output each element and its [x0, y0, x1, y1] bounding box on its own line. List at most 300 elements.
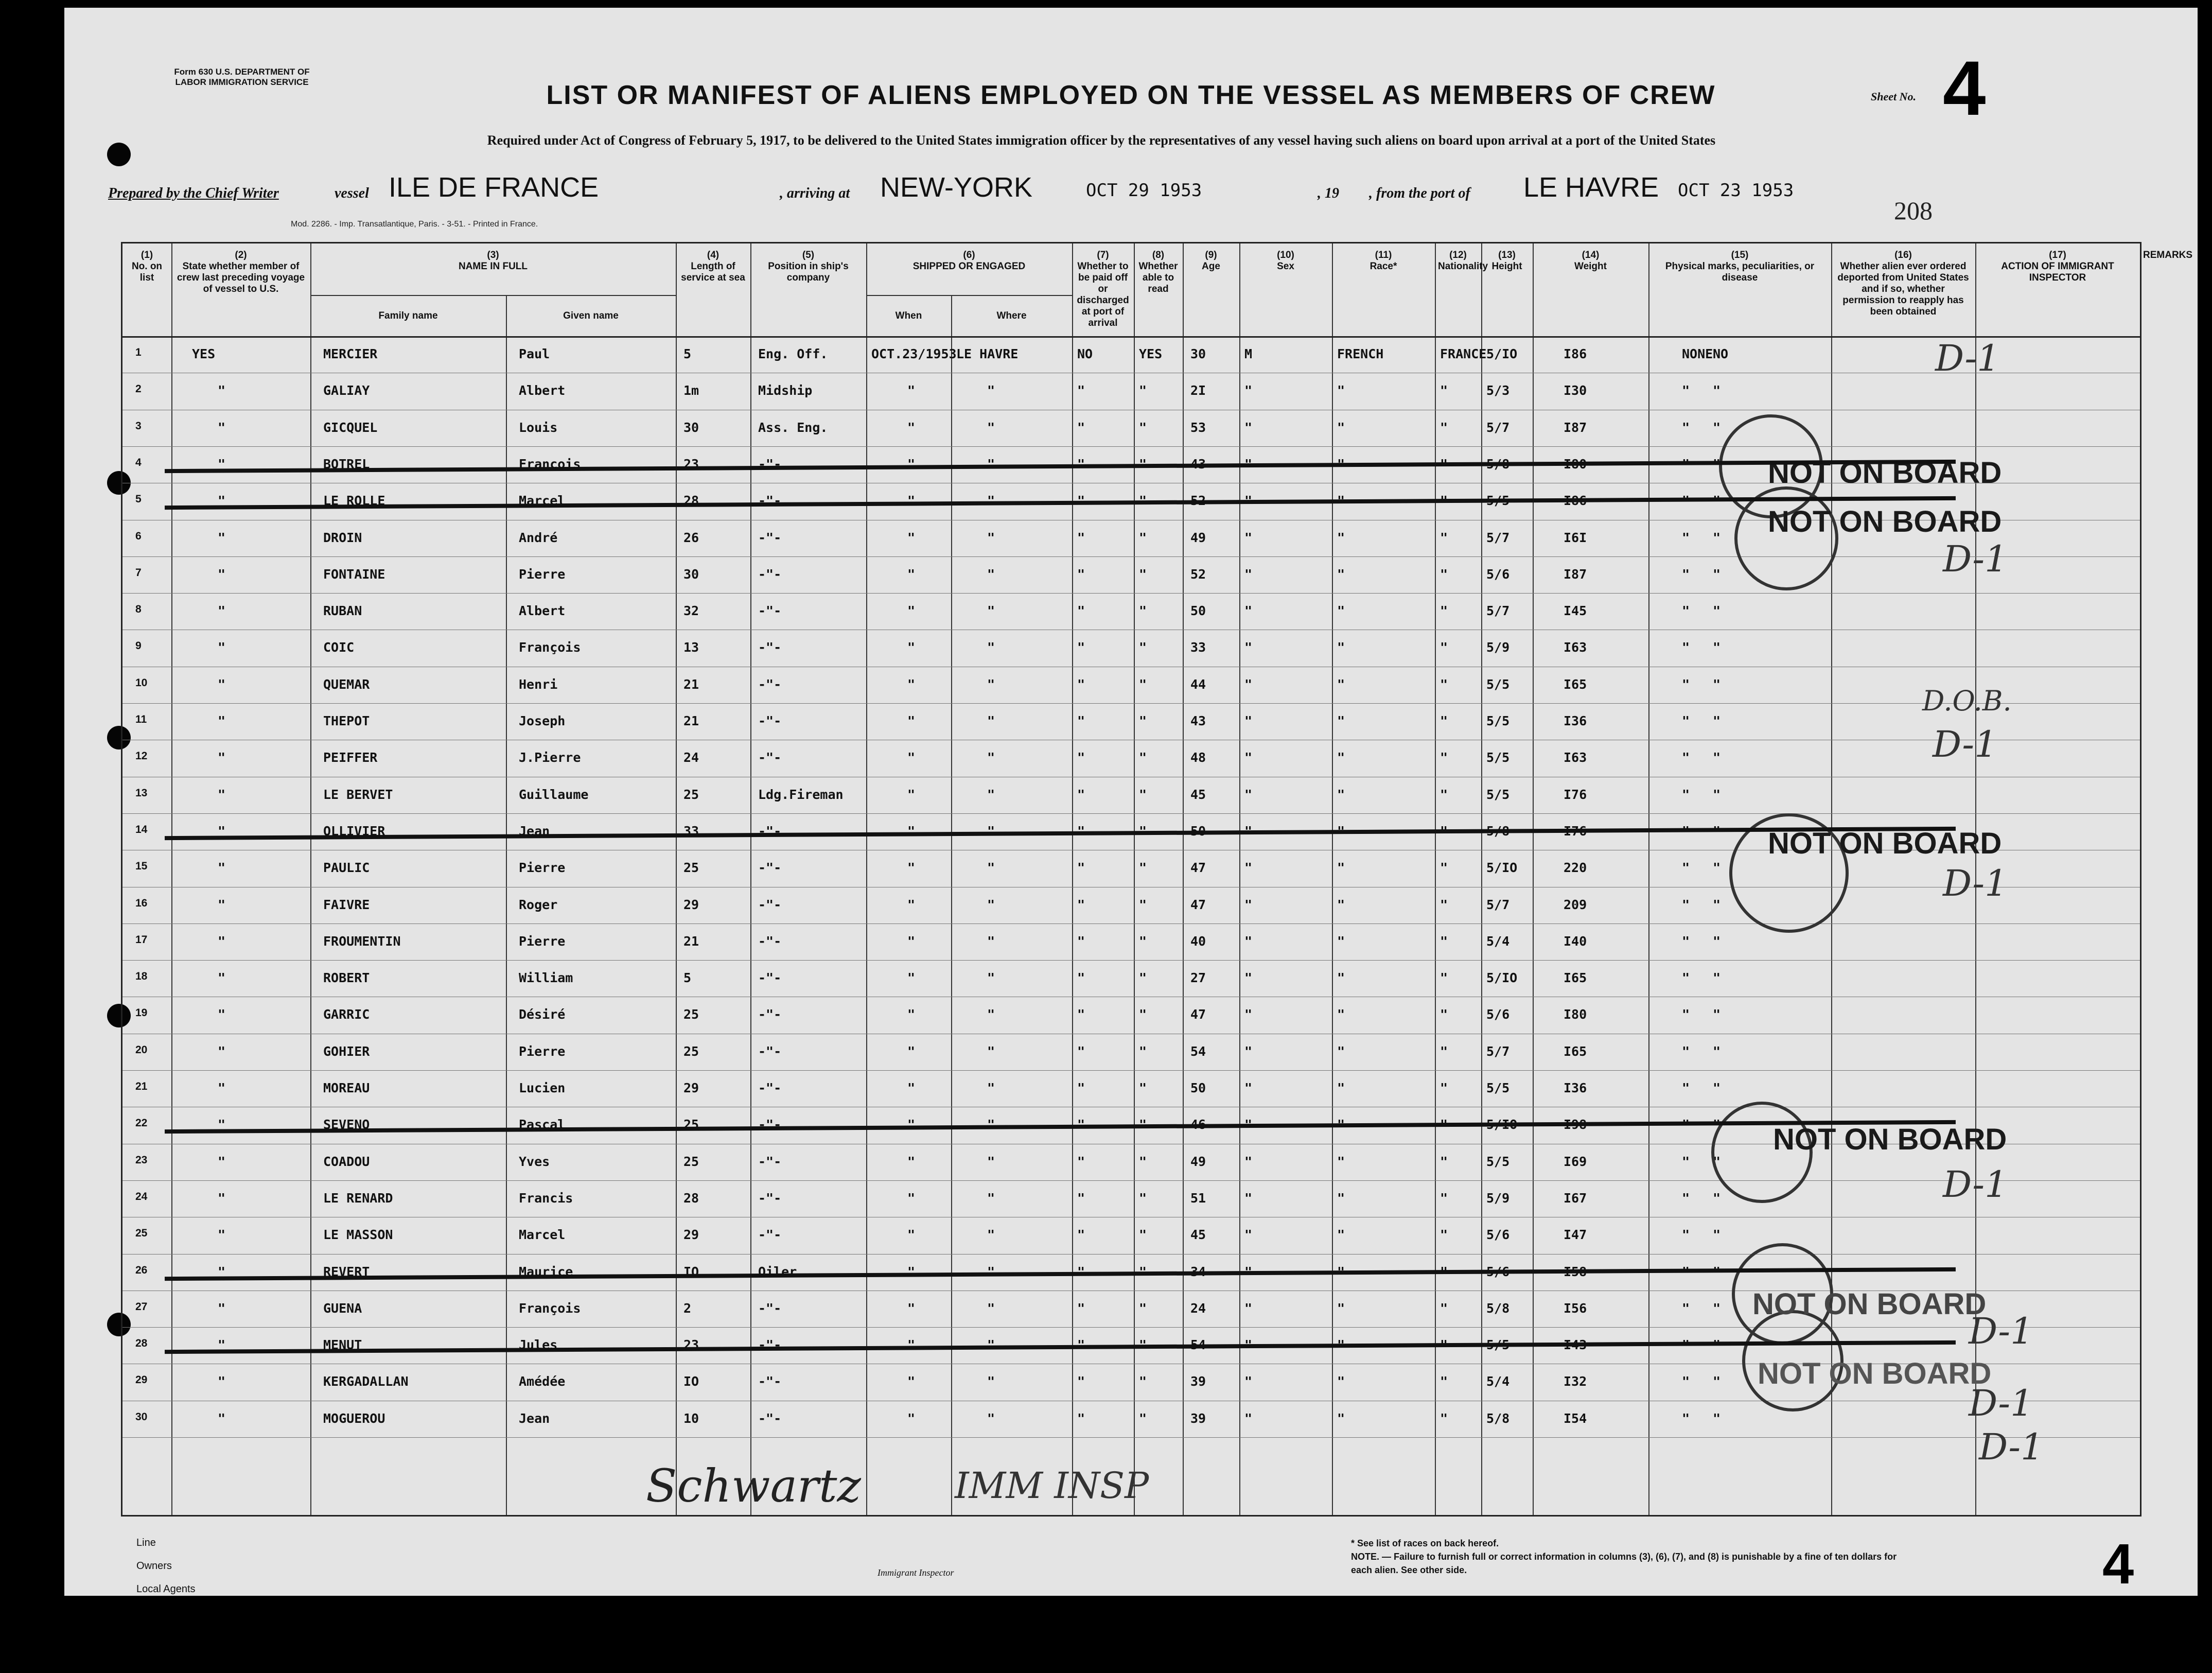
- cell-no: 24: [135, 1190, 148, 1203]
- cell-where: ": [987, 823, 995, 839]
- cell-age: 52: [1190, 493, 1206, 509]
- cell-given: Guillaume: [519, 787, 589, 802]
- cell-when: ": [907, 493, 916, 509]
- cell-age: 40: [1190, 933, 1206, 949]
- cell-prev: ": [218, 530, 226, 545]
- remark-handwritten: D-1: [1969, 1382, 2033, 1424]
- cell-age: 33: [1190, 640, 1206, 655]
- cell-position: -"-: [758, 676, 782, 692]
- cell-height: 5/8: [1486, 1410, 1510, 1426]
- cell-age: 47: [1190, 897, 1206, 912]
- cell-service: 26: [683, 530, 699, 545]
- cell-prev: YES: [192, 346, 216, 361]
- cell-no: 4: [135, 456, 142, 468]
- cell-age: 49: [1190, 1154, 1206, 1169]
- cell-sex: ": [1244, 383, 1253, 398]
- cell-weight: I87: [1564, 566, 1587, 582]
- cell-race: ": [1337, 1410, 1345, 1426]
- cell-read: ": [1139, 676, 1147, 692]
- remark-handwritten: D-1: [1943, 1163, 2008, 1206]
- cell-deported: ": [1713, 383, 1721, 398]
- cell-where: ": [987, 970, 995, 986]
- cell-family: LE RENARD: [323, 1190, 393, 1206]
- prepared-by: Prepared by the Chief Writer: [108, 185, 279, 201]
- cell-where: ": [987, 420, 995, 435]
- cell-given: Francis: [519, 1190, 573, 1206]
- column-header: [1183, 250, 1239, 272]
- column-number: (2): [235, 250, 247, 260]
- cell-position: -"-: [758, 750, 782, 765]
- cell-read: YES: [1139, 346, 1163, 361]
- cell-position: -"-: [758, 933, 782, 949]
- cell-position: -"-: [758, 1081, 782, 1095]
- cell-read: ": [1139, 897, 1147, 912]
- cell-when: ": [907, 383, 916, 398]
- cell-nat: ": [1440, 860, 1448, 876]
- cell-age: 51: [1190, 1190, 1206, 1206]
- cell-marks: ": [1682, 1264, 1690, 1279]
- cell-service: 23: [683, 456, 699, 472]
- cell-where: ": [987, 456, 995, 472]
- cell-position: -"-: [758, 1337, 782, 1353]
- cell-read: ": [1139, 1227, 1147, 1243]
- sheet-number: 4: [1943, 45, 1986, 131]
- cell-family: MOREAU: [323, 1081, 370, 1095]
- remark-handwritten: D-1: [1943, 862, 2008, 904]
- cell-height: 5/8: [1486, 823, 1510, 839]
- cell-given: Marcel: [519, 493, 566, 509]
- cell-height: 5/9: [1486, 1190, 1510, 1206]
- not-on-board-stamp: NOT ON BOARD: [1768, 827, 2002, 860]
- cell-where: ": [987, 1154, 995, 1169]
- cell-deported: ": [1713, 787, 1721, 802]
- cell-marks: ": [1682, 750, 1690, 765]
- cell-nat: ": [1440, 970, 1448, 986]
- cell-age: 24: [1190, 1300, 1206, 1316]
- cell-prev: ": [218, 420, 226, 435]
- cell-no: 23: [135, 1154, 148, 1166]
- cell-where: ": [987, 750, 995, 765]
- column-header: [676, 250, 750, 284]
- cell-marks: ": [1682, 1154, 1690, 1169]
- cell-deported: ": [1713, 566, 1721, 582]
- row-line: [122, 1437, 2140, 1438]
- cell-no: 18: [135, 970, 148, 983]
- cell-deported: ": [1713, 1007, 1721, 1022]
- cell-service: 25: [683, 1154, 699, 1169]
- cell-position: -"-: [758, 860, 782, 876]
- cell-when: ": [907, 640, 916, 655]
- cell-deported: ": [1713, 676, 1721, 692]
- cell-deported: ": [1713, 1264, 1721, 1279]
- cell-height: 5/9: [1486, 640, 1510, 655]
- cell-position: -"-: [758, 456, 782, 472]
- column-header: [171, 250, 310, 295]
- column-number: (5): [802, 250, 815, 260]
- column-number: (4): [707, 250, 719, 260]
- cell-nat: ": [1440, 1007, 1448, 1022]
- column-header: [1975, 250, 2140, 284]
- cell-race: ": [1337, 860, 1345, 876]
- cell-marks: ": [1682, 566, 1690, 582]
- column-label: Whether able to read: [1138, 261, 1178, 294]
- cell-read: ": [1139, 750, 1147, 765]
- cell-sex: ": [1244, 676, 1253, 692]
- row-line: [122, 1180, 2140, 1181]
- cell-weight: I86: [1564, 493, 1587, 509]
- cell-deported: ": [1713, 603, 1721, 619]
- cell-where: ": [987, 897, 995, 912]
- cell-weight: 209: [1564, 897, 1587, 912]
- cell-service: 30: [683, 566, 699, 582]
- cell-when: ": [907, 860, 916, 876]
- cell-height: 5/8: [1486, 1300, 1510, 1316]
- departure-date: OCT 23 1953: [1678, 180, 1794, 201]
- cell-position: Oiler: [758, 1264, 797, 1279]
- cell-race: ": [1337, 603, 1345, 619]
- row-line: [122, 813, 2140, 814]
- cell-paid: ": [1077, 1374, 1085, 1389]
- column-divider: [676, 243, 677, 1515]
- cell-no: 1: [135, 346, 142, 358]
- cell-height: 5/6: [1486, 1007, 1510, 1022]
- cell-deported: ": [1713, 1300, 1721, 1316]
- cell-paid: ": [1077, 933, 1085, 949]
- cell-prev: ": [218, 1043, 226, 1059]
- cell-paid: ": [1077, 1081, 1085, 1095]
- cell-prev: ": [218, 750, 226, 765]
- cell-when: ": [907, 420, 916, 435]
- cell-height: 5/7: [1486, 420, 1510, 435]
- cell-sex: ": [1244, 750, 1253, 765]
- cell-race: ": [1337, 970, 1345, 986]
- cell-age: 47: [1190, 1007, 1206, 1022]
- vessel-name: ILE DE FRANCE: [389, 172, 599, 203]
- cell-height: 5/5: [1486, 1154, 1510, 1169]
- cell-no: 20: [135, 1043, 148, 1056]
- cell-prev: ": [218, 676, 226, 692]
- cell-read: ": [1139, 530, 1147, 545]
- cell-sex: ": [1244, 1337, 1253, 1353]
- cell-deported: ": [1713, 456, 1721, 472]
- cell-prev: ": [218, 640, 226, 655]
- cell-nat: ": [1440, 1227, 1448, 1243]
- cell-given: Lucien: [519, 1081, 566, 1095]
- cell-weight: I45: [1564, 603, 1587, 619]
- cell-prev: ": [218, 1081, 226, 1095]
- cell-no: 25: [135, 1227, 148, 1240]
- column-divider: [1183, 243, 1184, 1515]
- cell-service: 21: [683, 676, 699, 692]
- cell-deported: ": [1713, 1337, 1721, 1353]
- cell-marks: ": [1682, 456, 1690, 472]
- cell-when: ": [907, 1300, 916, 1316]
- cell-family: DROIN: [323, 530, 362, 545]
- cell-no: 9: [135, 640, 142, 652]
- cell-weight: I69: [1564, 1154, 1587, 1169]
- cell-where: ": [987, 1007, 995, 1022]
- cell-deported: ": [1713, 1374, 1721, 1389]
- cell-family: FONTAINE: [323, 566, 385, 582]
- cell-sex: ": [1244, 1043, 1253, 1059]
- cell-no: 15: [135, 860, 148, 873]
- cell-no: 10: [135, 676, 148, 689]
- cell-weight: I80: [1564, 456, 1587, 472]
- cell-paid: ": [1077, 860, 1085, 876]
- cell-paid: ": [1077, 676, 1085, 692]
- cell-family: MOGUEROU: [323, 1410, 385, 1426]
- column-number: (10): [1277, 250, 1294, 260]
- cell-race: ": [1337, 383, 1345, 398]
- sheet-number-label: Sheet No.: [1871, 90, 1916, 103]
- cell-paid: ": [1077, 1043, 1085, 1059]
- cell-family: REVERT: [323, 1264, 370, 1279]
- column-divider: [1533, 243, 1534, 1515]
- cell-read: ": [1139, 493, 1147, 509]
- column-label: Height: [1491, 261, 1522, 272]
- cell-height: 5/5: [1486, 750, 1510, 765]
- cell-paid: ": [1077, 1264, 1085, 1279]
- column-number: (9): [1205, 250, 1217, 260]
- cell-service: 25: [683, 1007, 699, 1022]
- column-label: Race*: [1370, 261, 1397, 272]
- cell-weight: I54: [1564, 1410, 1587, 1426]
- column-label: State whether member of crew last preceding voyage of vessel to U.S.: [177, 261, 305, 294]
- cell-no: 3: [135, 420, 142, 432]
- cell-age: 48: [1190, 750, 1206, 765]
- cell-age: 46: [1190, 1117, 1206, 1132]
- cell-height: 5/5: [1486, 493, 1510, 509]
- cell-race: ": [1337, 787, 1345, 802]
- cell-marks: ": [1682, 383, 1690, 398]
- cell-race: ": [1337, 823, 1345, 839]
- cell-paid: ": [1077, 750, 1085, 765]
- cell-prev: ": [218, 787, 226, 802]
- cell-when: ": [907, 530, 916, 545]
- cell-sex: ": [1244, 640, 1253, 655]
- cell-given: Maurice: [519, 1264, 573, 1279]
- cell-paid: ": [1077, 420, 1085, 435]
- cell-where: ": [987, 566, 995, 582]
- cell-position: -"-: [758, 1374, 782, 1389]
- cell-given: Pierre: [519, 860, 566, 876]
- print-reference: Mod. 2286. - Imp. Transatlantique, Paris. - 3-51. - Printed in France.: [291, 220, 538, 229]
- cell-family: PEIFFER: [323, 750, 378, 765]
- cell-paid: ": [1077, 787, 1085, 802]
- cell-weight: I32: [1564, 1374, 1587, 1389]
- cell-prev: ": [218, 713, 226, 728]
- cell-paid: ": [1077, 566, 1085, 582]
- cell-age: 54: [1190, 1337, 1206, 1353]
- cell-marks: ": [1682, 897, 1690, 912]
- cell-prev: ": [218, 1154, 226, 1169]
- cell-read: ": [1139, 823, 1147, 839]
- cell-no: 14: [135, 823, 148, 835]
- cell-position: -"-: [758, 970, 782, 986]
- cell-height: 5/4: [1486, 1374, 1510, 1389]
- fine-note: NOTE. — Failure to furnish full or correct information in columns (3), (6), (7), and (8) is punishable by a fine of ten dollars for each alien. See other side.: [1351, 1552, 1897, 1575]
- cell-paid: NO: [1077, 346, 1093, 361]
- cell-where: ": [987, 713, 995, 728]
- cell-nat: ": [1440, 1337, 1448, 1353]
- cell-nat: ": [1440, 1190, 1448, 1206]
- cell-race: ": [1337, 1190, 1345, 1206]
- punch-hole: [107, 143, 131, 166]
- cell-service: 32: [683, 603, 699, 619]
- cell-service: 28: [683, 1190, 699, 1206]
- cell-marks: ": [1682, 787, 1690, 802]
- cell-where: ": [987, 603, 995, 619]
- remark-handwritten: D-1: [1935, 337, 2000, 379]
- cell-no: 8: [135, 603, 142, 616]
- cell-age: 2I: [1190, 383, 1206, 398]
- cell-no: 28: [135, 1337, 148, 1350]
- cell-marks: ": [1682, 603, 1690, 619]
- cell-height: 5/4: [1486, 933, 1510, 949]
- cell-race: FRENCH: [1337, 346, 1384, 361]
- cell-no: 29: [135, 1374, 148, 1386]
- cell-nat: ": [1440, 713, 1448, 728]
- cell-deported: ": [1713, 1227, 1721, 1243]
- cell-position: -"-: [758, 713, 782, 728]
- cell-family: GOHIER: [323, 1043, 370, 1059]
- cell-service: 23: [683, 1337, 699, 1353]
- cell-service: 29: [683, 1081, 699, 1095]
- cell-weight: I80: [1564, 1007, 1587, 1022]
- cell-service: 21: [683, 713, 699, 728]
- cell-sex: ": [1244, 860, 1253, 876]
- cell-nat: ": [1440, 933, 1448, 949]
- cell-family: QUEMAR: [323, 676, 370, 692]
- cell-family: LE ROLLE: [323, 493, 385, 509]
- column-divider: [1481, 243, 1482, 1515]
- cell-weight: I63: [1564, 750, 1587, 765]
- cell-marks: ": [1682, 1117, 1690, 1132]
- cell-position: -"-: [758, 1300, 782, 1316]
- cell-when: ": [907, 1043, 916, 1059]
- cell-no: 27: [135, 1300, 148, 1313]
- row-line: [122, 556, 2140, 557]
- cell-service: 29: [683, 1227, 699, 1243]
- footer-labels: [136, 1531, 196, 1601]
- cell-given: François: [519, 640, 581, 655]
- cell-when: ": [907, 787, 916, 802]
- cell-sex: M: [1244, 346, 1253, 361]
- cell-height: 5/IO: [1486, 860, 1518, 876]
- cell-family: KERGADALLAN: [323, 1374, 409, 1389]
- cell-deported: ": [1713, 640, 1721, 655]
- cell-deported: ": [1713, 1081, 1721, 1095]
- cell-read: ": [1139, 970, 1147, 986]
- cell-read: ": [1139, 456, 1147, 472]
- cell-where: ": [987, 1117, 995, 1132]
- cell-nat: ": [1440, 603, 1448, 619]
- cell-position: Eng. Off.: [758, 346, 828, 361]
- column-number: (12): [1449, 250, 1467, 260]
- cell-when: ": [907, 566, 916, 582]
- cell-nat: ": [1440, 823, 1448, 839]
- column-divider: [866, 243, 867, 1515]
- cell-race: ": [1337, 530, 1345, 545]
- cell-prev: ": [218, 970, 226, 986]
- inspector-signature: Schwartz: [646, 1459, 861, 1512]
- cell-where: ": [987, 1337, 995, 1353]
- cell-race: ": [1337, 493, 1345, 509]
- cell-age: 34: [1190, 1264, 1206, 1279]
- cell-prev: ": [218, 493, 226, 509]
- cell-no: 6: [135, 530, 142, 542]
- cell-given: André: [519, 530, 558, 545]
- cell-position: -"-: [758, 897, 782, 912]
- cell-weight: 220: [1564, 860, 1587, 876]
- cell-no: 2: [135, 383, 142, 395]
- cell-prev: ": [218, 1190, 226, 1206]
- cell-where: ": [987, 640, 995, 655]
- cell-nat: ": [1440, 1410, 1448, 1426]
- cell-paid: ": [1077, 1190, 1085, 1206]
- departure-port: LE HAVRE: [1523, 172, 1659, 203]
- cell-sex: ": [1244, 603, 1253, 619]
- cell-weight: I36: [1564, 713, 1587, 728]
- cell-read: ": [1139, 603, 1147, 619]
- cell-when: ": [907, 823, 916, 839]
- cell-race: ": [1337, 1154, 1345, 1169]
- cell-no: 19: [135, 1007, 148, 1019]
- cell-read: ": [1139, 1300, 1147, 1316]
- cell-when: ": [907, 1374, 916, 1389]
- cell-read: ": [1139, 713, 1147, 728]
- cell-service: 10: [683, 1410, 699, 1426]
- cell-nat: ": [1440, 897, 1448, 912]
- column-header: [1332, 250, 1435, 272]
- cell-given: François: [519, 456, 581, 472]
- cell-marks: ": [1682, 1410, 1690, 1426]
- cell-given: Henri: [519, 676, 558, 692]
- inspector-title-handwritten: IMM INSP: [955, 1465, 1149, 1507]
- cell-height: 5/7: [1486, 603, 1510, 619]
- cell-where: ": [987, 493, 995, 509]
- from-label: , from the port of: [1369, 185, 1470, 201]
- cell-nat: ": [1440, 456, 1448, 472]
- cell-age: 27: [1190, 970, 1206, 986]
- cell-where: ": [987, 860, 995, 876]
- cell-sex: ": [1244, 1154, 1253, 1169]
- cell-race: ": [1337, 676, 1345, 692]
- column-subheader: Given name: [563, 310, 619, 321]
- cell-sex: ": [1244, 566, 1253, 582]
- cell-nat: ": [1440, 750, 1448, 765]
- cell-age: 44: [1190, 676, 1206, 692]
- cell-weight: I36: [1564, 1081, 1587, 1095]
- arrival-port: NEW-YORK: [880, 172, 1033, 203]
- cell-prev: ": [218, 1410, 226, 1426]
- cell-where: ": [987, 1043, 995, 1059]
- column-divider: [1134, 243, 1135, 1515]
- cell-height: 5/6: [1486, 566, 1510, 582]
- column-divider: [506, 295, 507, 1515]
- cell-family: MERCIER: [323, 346, 378, 361]
- cell-marks: ": [1682, 640, 1690, 655]
- cell-given: Désiré: [519, 1007, 566, 1022]
- cell-service: 25: [683, 787, 699, 802]
- cell-race: ": [1337, 640, 1345, 655]
- cell-service: 25: [683, 1043, 699, 1059]
- footer-line-label: Line: [136, 1537, 156, 1548]
- cell-sex: ": [1244, 420, 1253, 435]
- cell-marks: ": [1682, 676, 1690, 692]
- cell-race: ": [1337, 456, 1345, 472]
- cell-position: -"-: [758, 1410, 782, 1426]
